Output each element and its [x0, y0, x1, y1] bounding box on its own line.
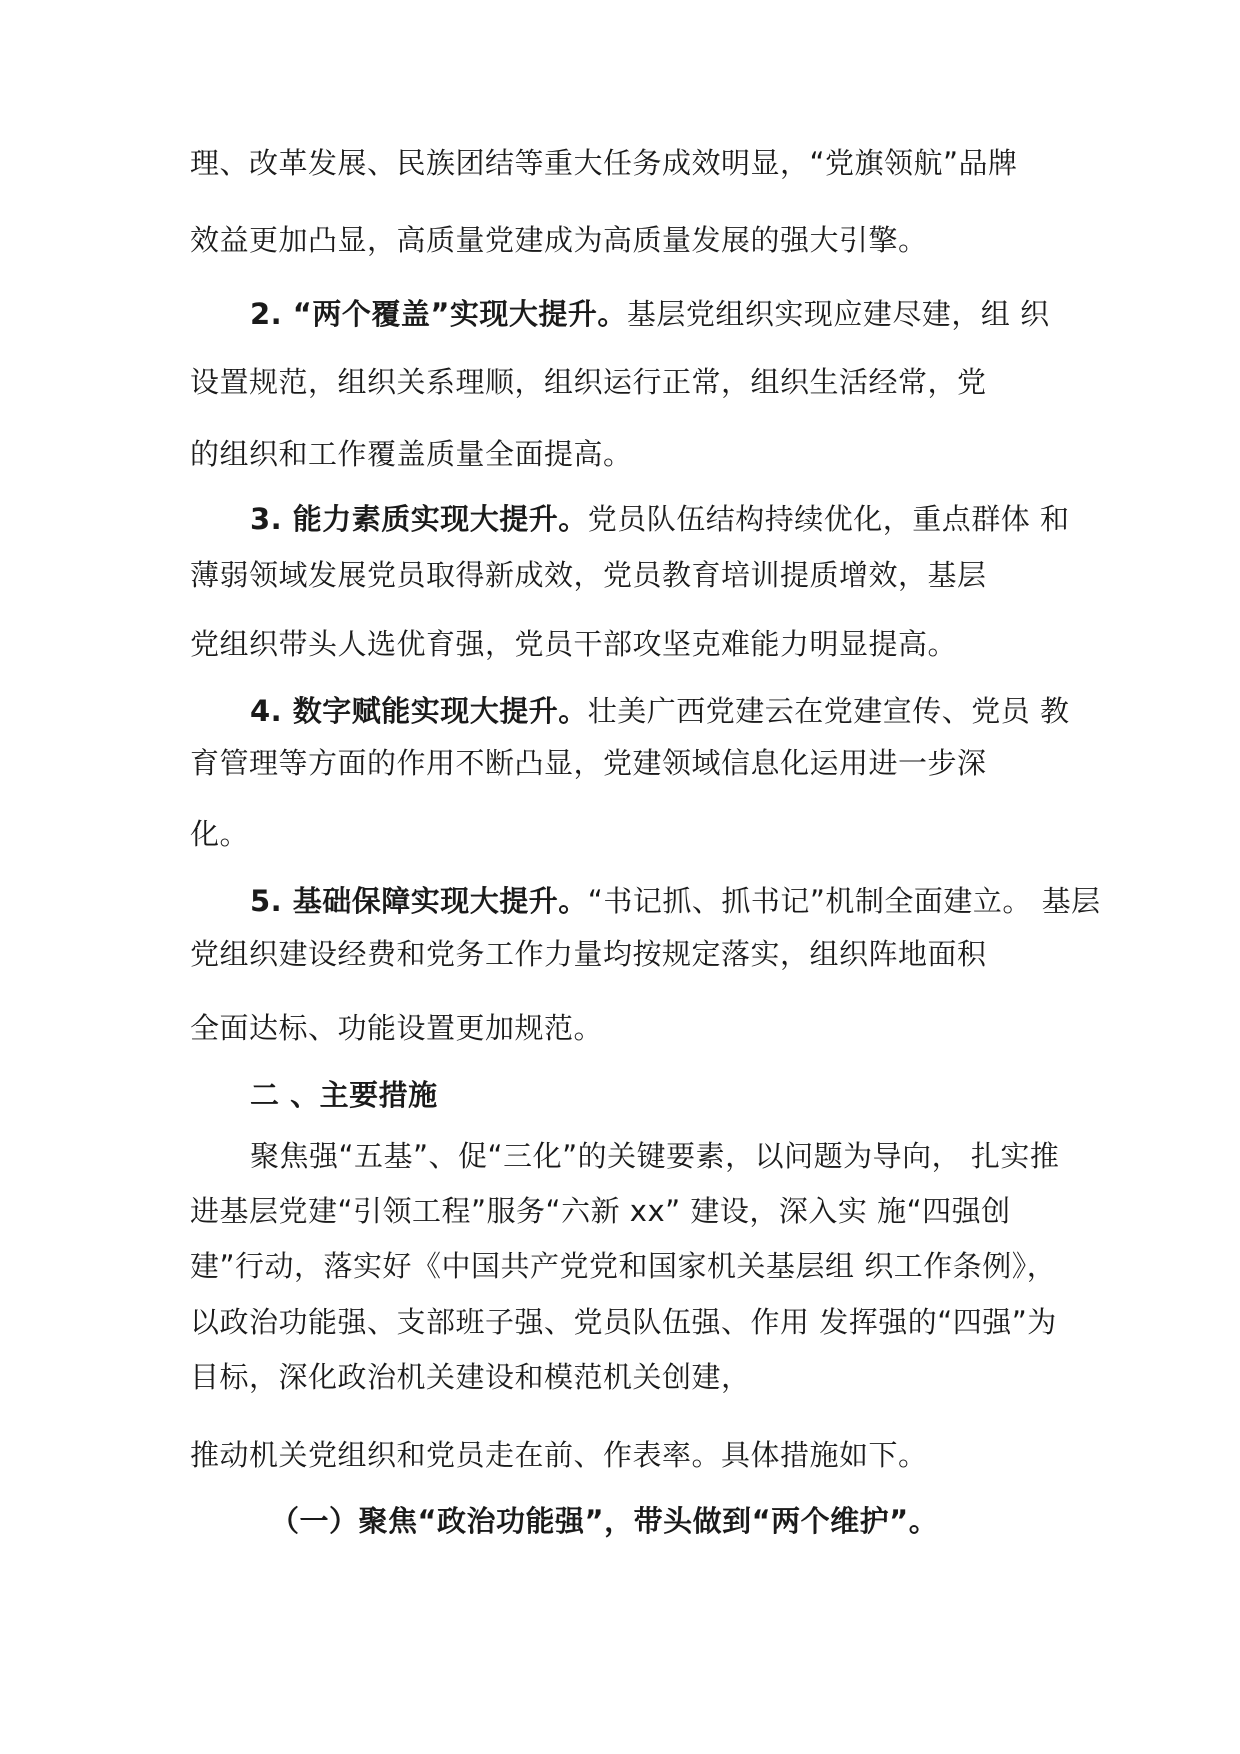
section-heading-line	[250, 1077, 438, 1113]
body-text-line	[190, 364, 987, 400]
line-text: 育管理等方面的作用不断凸显，党建领域信息化运用进一步深	[190, 746, 987, 780]
body-text-line	[190, 1437, 928, 1473]
body-text-line	[190, 557, 987, 593]
body-text-line	[190, 745, 987, 781]
item-heading: 2. “两个覆盖”实现大提升。	[250, 297, 627, 331]
body-text-line	[190, 1304, 1057, 1340]
line-text: 基层党组织实现应建尽建，组 织	[626, 297, 1050, 331]
line-text: 推动机关党组织和党员走在前、作表率。具体措施如下。	[190, 1438, 928, 1472]
body-text-line	[190, 816, 249, 852]
subsection-heading-line	[270, 1503, 938, 1539]
item-heading: 5. 基础保障实现大提升。	[250, 884, 588, 918]
body-text-line	[190, 1193, 1011, 1229]
item-heading-line	[250, 296, 1050, 332]
body-text-line	[250, 1138, 1059, 1174]
body-text-line	[190, 222, 928, 258]
line-text: 进基层党建“引领工程”服务“六新 xx” 建设，深入实 施“四强创	[190, 1194, 1011, 1228]
line-text: 薄弱领域发展党员取得新成效，党员教育培训提质增效，基层	[190, 558, 987, 592]
subsection-heading: （一）聚焦“政治功能强”，带头做到“两个维护”。	[270, 1504, 939, 1538]
section-heading: 二 、主要措施	[250, 1078, 438, 1112]
line-text: 理、改革发展、民族团结等重大任务成效明显，“党旗领航”品牌	[190, 146, 1018, 180]
item-heading-line	[250, 693, 1070, 729]
body-text-line	[190, 626, 957, 662]
line-text: 的组织和工作覆盖质量全面提高。	[190, 437, 633, 471]
line-text: 聚焦强“五基”、促“三化”的关键要素，以问题为导向， 扎实推	[250, 1139, 1060, 1173]
line-text: 党组织带头人选优育强，党员干部攻坚克难能力明显提高。	[190, 627, 958, 661]
line-text: 效益更加凸显，高质量党建成为高质量发展的强大引擎。	[190, 223, 928, 257]
body-text-line	[190, 936, 987, 972]
item-heading-line	[250, 883, 1101, 919]
line-text: 设置规范，组织关系理顺，组织运行正常，组织生活经常，党	[190, 365, 987, 399]
line-text: 党员队伍结构持续优化，重点群体 和	[587, 502, 1070, 536]
line-text: 党组织建设经费和党务工作力量均按规定落实，组织阵地面积	[190, 937, 987, 971]
body-text-line	[190, 145, 1018, 181]
line-text: 壮美广西党建云在党建宣传、党员 教	[587, 694, 1070, 728]
body-text-line	[190, 1359, 751, 1395]
body-text-line	[190, 1010, 603, 1046]
item-heading: 3. 能力素质实现大提升。	[250, 502, 588, 536]
body-text-line	[190, 1248, 1056, 1284]
item-heading: 4. 数字赋能实现大提升。	[250, 694, 588, 728]
item-heading-line	[250, 501, 1070, 537]
line-text: 化。	[190, 817, 250, 851]
body-text-line	[190, 436, 633, 472]
line-text: 以政治功能强、支部班子强、党员队伍强、作用 发挥强的“四强”为	[190, 1305, 1057, 1339]
line-text: “书记抓、抓书记”机制全面建立。 基层	[587, 884, 1101, 918]
line-text: 全面达标、功能设置更加规范。	[190, 1011, 604, 1045]
line-text: 建”行动，落实好《中国共产党党和国家机关基层组 织工作条例》，	[190, 1249, 1057, 1283]
line-text: 目标，深化政治机关建设和模范机关创建，	[190, 1360, 751, 1394]
